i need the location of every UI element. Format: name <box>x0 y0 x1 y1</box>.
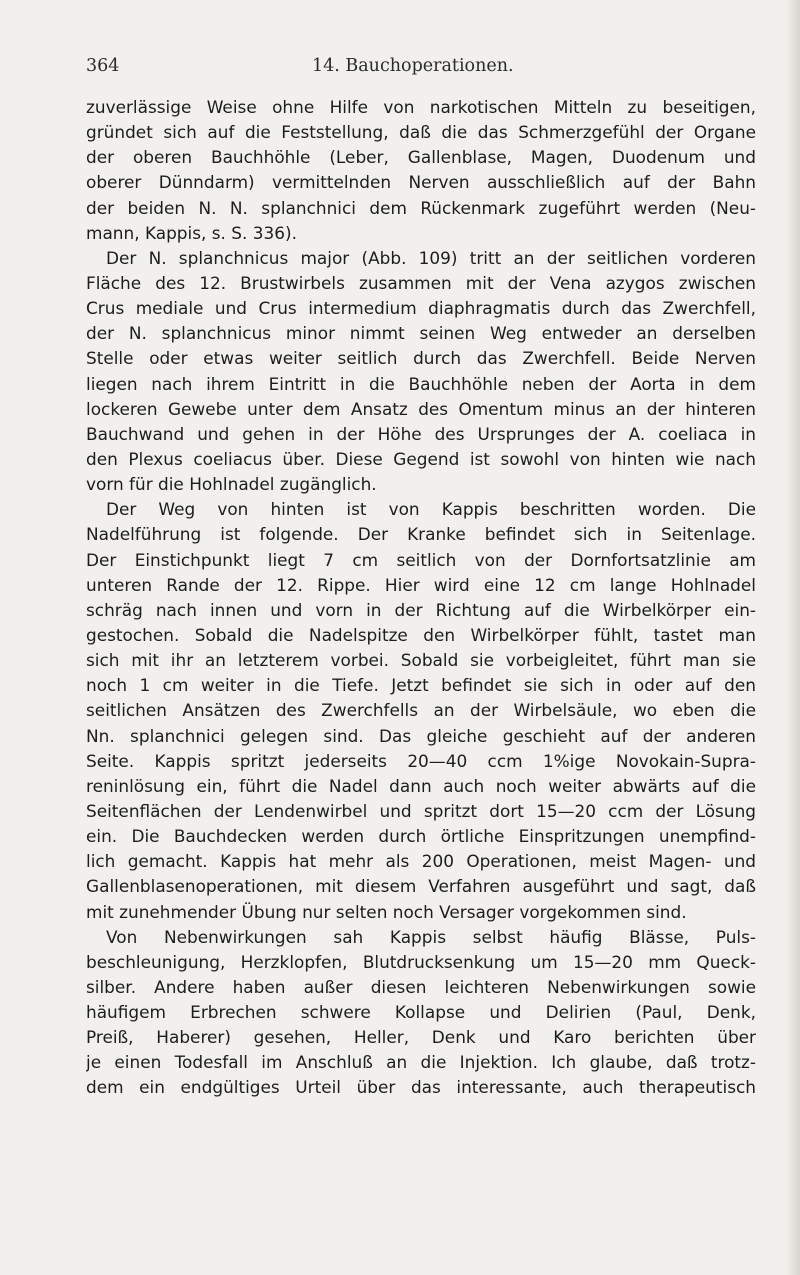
text-line: silber. Andere haben außer diesen leichteren Nebenwirkungen sowie <box>86 976 756 997</box>
text-line: lich gemacht. Kappis hat mehr als 200 Operationen, meist Magen- und <box>86 851 756 872</box>
text-line: reninlösung ein, führt die Nadel dann auch noch weiter abwärts auf die <box>86 775 756 796</box>
body-text <box>86 95 756 1101</box>
text-line: Stelle oder etwas weiter seitlich durch das Zwerchfell. Beide Nerven <box>86 348 756 369</box>
text-line: lockeren Gewebe unter dem Ansatz des Omentum minus an der hinteren <box>86 398 756 419</box>
text-line: Seitenflächen der Lendenwirbel und spritzt dort 15—20 ccm der Lösung <box>86 800 756 821</box>
text-line: Nadelführung ist folgende. Der Kranke befindet sich in Seitenlage. <box>86 524 756 545</box>
text-line: Der N. splanchnicus major (Abb. 109) tritt an der seitlichen vorderen <box>106 247 756 268</box>
text-line: Seite. Kappis spritzt jederseits 20—40 ccm 1%ige Novokain-Supra- <box>86 750 756 771</box>
text-line: seitlichen Ansätzen des Zwerchfells an der Wirbelsäule, wo eben die <box>86 700 756 721</box>
text-line: der N. splanchnicus minor nimmt seinen Weg entweder an derselben <box>86 323 756 344</box>
text-line: häufigem Erbrechen schwere Kollapse und Delirien (Paul, Denk, <box>86 1002 756 1023</box>
text-line: gestochen. Sobald die Nadelspitze den Wirbelkörper fühlt, tastet man <box>86 624 756 645</box>
page-number: 364 <box>86 56 120 76</box>
text-line: liegen nach ihrem Eintritt in die Bauchhöhle neben der Aorta in dem <box>86 373 756 394</box>
text-line: je einen Todesfall im Anschluß an die Injektion. Ich glaube, daß trotz- <box>86 1052 756 1073</box>
text-line: Der Weg von hinten ist von Kappis beschritten worden. Die <box>106 499 756 520</box>
text-line: mann, Kappis, s. S. 336). <box>86 222 297 243</box>
text-line: Nn. splanchnici gelegen sind. Das gleiche geschieht auf der anderen <box>86 725 756 746</box>
text-line: unteren Rande der 12. Rippe. Hier wird eine 12 cm lange Hohlnadel <box>86 574 756 595</box>
text-line: schräg nach innen und vorn in der Richtung auf die Wirbelkörper ein- <box>86 599 756 620</box>
text-line: Der Einstichpunkt liegt 7 cm seitlich von der Dornfortsatzlinie am <box>86 549 756 570</box>
page-edge-shadow <box>786 0 800 1275</box>
text-line: oberer Dünndarm) vermittelnden Nerven ausschließlich auf der Bahn <box>86 172 756 193</box>
text-line: der oberen Bauchhöhle (Leber, Gallenblase, Magen, Duodenum und <box>86 147 756 168</box>
text-line: vorn für die Hohlnadel zugänglich. <box>86 474 377 495</box>
text-line: mit zunehmender Übung nur selten noch Versager vorgekommen sind. <box>86 901 687 922</box>
text-line: der beiden N. N. splanchnici dem Rückenmark zugeführt werden (Neu- <box>86 197 756 218</box>
text-line: Fläche des 12. Brustwirbels zusammen mit der Vena azygos zwischen <box>86 272 756 293</box>
text-line: Preiß, Haberer) gesehen, Heller, Denk und Karo berichten über <box>86 1027 756 1048</box>
running-title: 14. Bauchoperationen. <box>312 56 514 76</box>
text-line: ein. Die Bauchdecken werden durch örtliche Einspritzungen unempfind- <box>86 826 756 847</box>
text-line: Gallenblasenoperationen, mit diesem Verfahren ausgeführt und sagt, daß <box>86 876 756 897</box>
text-line: zuverlässige Weise ohne Hilfe von narkotischen Mitteln zu beseitigen, <box>86 97 756 117</box>
text-line: beschleunigung, Herzklopfen, Blutdrucksenkung um 15—20 mm Queck- <box>86 951 756 972</box>
text-line: dem ein endgültiges Urteil über das interessante, auch therapeutisch <box>86 1077 756 1098</box>
text-line: sich mit ihr an letzterem vorbei. Sobald sie vorbeigleitet, führt man sie <box>86 650 756 671</box>
text-line: den Plexus coeliacus über. Diese Gegend ist sowohl von hinten wie nach <box>86 448 756 469</box>
text-line: Von Nebenwirkungen sah Kappis selbst häufig Blässe, Puls- <box>106 926 756 947</box>
page-header <box>86 56 756 82</box>
text-line: Bauchwand und gehen in der Höhe des Ursprunges der A. coeliaca in <box>86 423 756 444</box>
text-line: noch 1 cm weiter in die Tiefe. Jetzt befindet sie sich in oder auf den <box>86 675 756 696</box>
text-line: gründet sich auf die Feststellung, daß die das Schmerzgefühl der Organe <box>86 122 756 143</box>
text-line: Crus mediale und Crus intermedium diaphragmatis durch das Zwerchfell, <box>86 298 756 319</box>
